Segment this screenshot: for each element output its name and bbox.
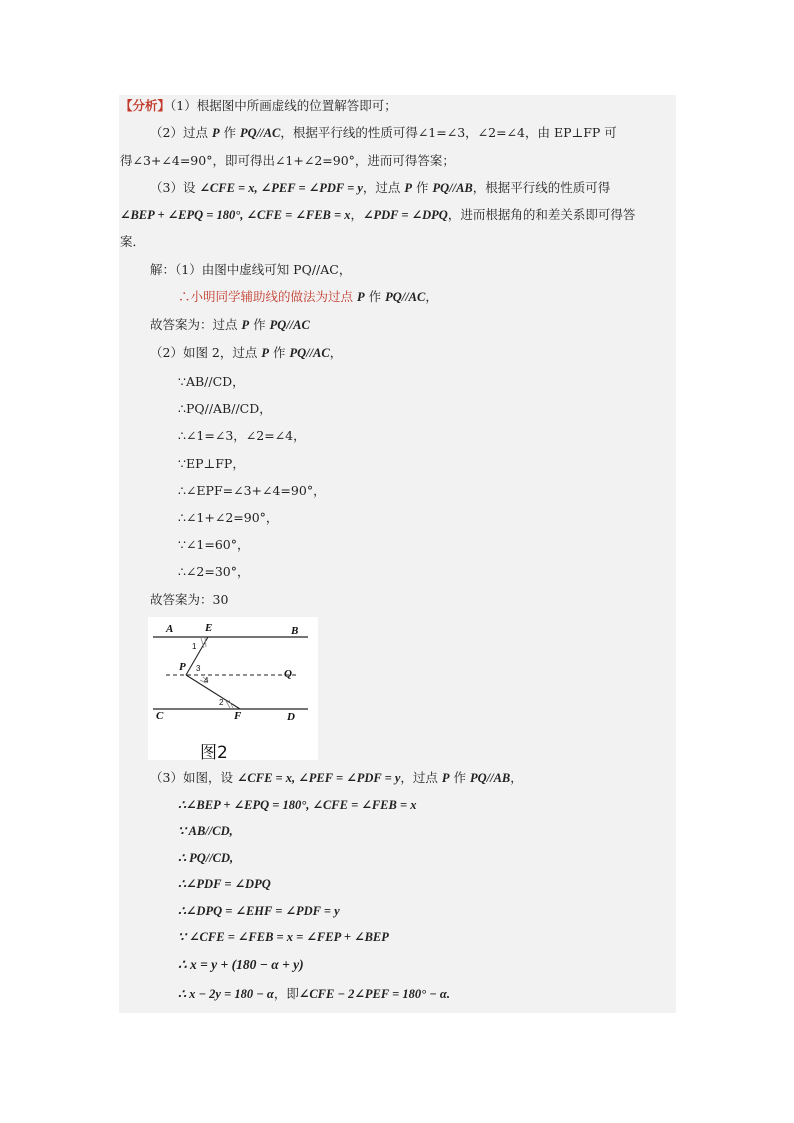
solution-line-10: ∴∠1+∠2=90°， (178, 510, 279, 525)
solution-line-15: ∴∠BEP + ∠EPQ = 180°, ∠CFE = ∠FEB = x (178, 798, 417, 812)
solution-line-14: （3）如图，设 ∠CFE = x, ∠PEF = ∠PDF = y，过点 P 作 PQ//AB， (150, 770, 523, 785)
solution-line-2: ∴小明同学辅助线的做法为过点 P 作 PQ//AC， (178, 289, 438, 304)
figure-caption: 图2 (200, 743, 228, 763)
label-c: C (156, 710, 164, 722)
solution-line-16: ∵ AB//CD, (178, 824, 233, 838)
solution-line-8: ∵EP⊥FP， (178, 456, 245, 471)
segment-pf (186, 675, 240, 709)
solution-line-17: ∴ PQ//CD, (178, 851, 234, 865)
solution-line-1: 解：（1）由图中虚线可知 PQ//AC， (150, 262, 352, 277)
solution-line-9: ∴∠EPF=∠3+∠4=90°， (178, 483, 326, 498)
solution-line-12: ∴∠2=30°， (178, 564, 250, 579)
analysis-text: （1）根据图中所画虚线的位置解答即可； (170, 98, 397, 113)
label-e: E (205, 622, 213, 634)
solution-line-19: ∴∠DPQ = ∠EHF = ∠PDF = y (178, 904, 340, 918)
label-f: F (234, 710, 242, 722)
label-q: Q (284, 668, 292, 680)
solution-line-5: ∵AB//CD， (178, 374, 245, 389)
angle-2-label: 2 (219, 698, 224, 707)
figure-2 (148, 617, 318, 763)
angle-4-label: 4 (204, 676, 209, 685)
solution-line-13: 故答案为：30 (150, 592, 229, 607)
analysis-line-3: 得∠3+∠4=90°，即可得出∠1+∠2=90°，进而可得答案； (120, 153, 455, 168)
angle-3-label: 3 (196, 664, 201, 673)
label-d: D (287, 711, 295, 723)
solution-line-18: ∴∠PDF = ∠DPQ (178, 877, 271, 891)
geometry-diagram (148, 617, 318, 760)
analysis-line-2: （2）过点 P 作 PQ//AC，根据平行线的性质可得∠1=∠3，∠2=∠4，由 EP⊥FP 可 (150, 125, 617, 140)
label-p: P (179, 661, 186, 673)
solution-line-20: ∵ ∠CFE = ∠FEB = x = ∠FEP + ∠BEP (178, 930, 389, 944)
solution-line-7: ∴∠1=∠3，∠2=∠4， (178, 428, 306, 443)
analysis-line-5: ∠BEP + ∠EPQ = 180°, ∠CFE = ∠FEB = x，∠PDF = ∠DPQ，进而根据角的和差关系即可得答 (120, 207, 636, 222)
analysis-line-6: 案． (120, 234, 146, 249)
label-b: B (291, 625, 299, 637)
solution-line-6: ∴PQ//AB//CD， (178, 401, 272, 416)
solution-line-4: （2）如图 2，过点 P 作 PQ//AC， (150, 345, 343, 360)
solution-line-3: 故答案为：过点 P 作 PQ//AC (150, 317, 310, 332)
solution-line-11: ∵∠1=60°， (178, 537, 250, 552)
label-a: A (166, 623, 174, 635)
analysis-tag: 【分析】 (120, 98, 171, 113)
analysis-line-1 (120, 98, 397, 114)
solution-line-22: ∴ x − 2y = 180 − α，即∠CFE − 2∠PEF = 180° − α. (178, 986, 450, 1001)
angle-1-label: 1 (192, 642, 197, 651)
solution-line-21: ∴ x = y + (180 − α + y) (178, 957, 304, 972)
analysis-line-4: （3）设 ∠CFE = x, ∠PEF = ∠PDF = y，过点 P 作 PQ//AB，根据平行线的性质可得 (150, 180, 611, 195)
